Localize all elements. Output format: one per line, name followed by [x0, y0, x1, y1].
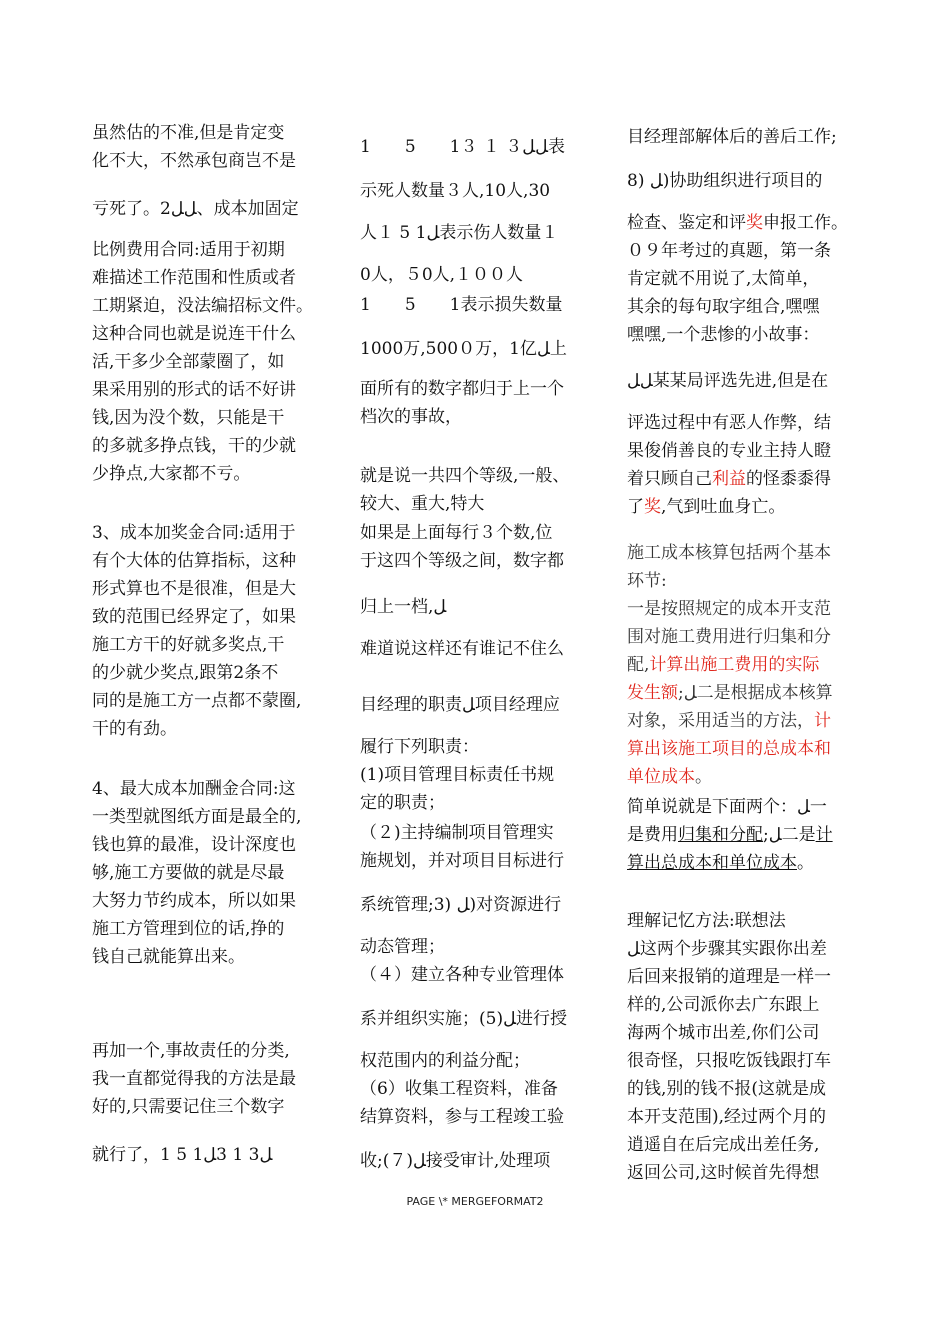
text-line: 活,干多少全部蒙圈了，如: [92, 352, 285, 372]
text-line: 致的范围已经界定了，如果: [92, 607, 296, 627]
text-line: 就是说一共四个等级,一般、: [360, 466, 570, 486]
text-line: 面所有的数字都归于上一个: [360, 379, 564, 399]
text-line: 归上一档,ﻞ: [360, 597, 447, 617]
text-line: (1)项目管理目标责任书规: [360, 765, 555, 785]
text-line: ﻞ这两个步骤其实跟你出差: [627, 939, 827, 959]
text-line: 目经理部解体后的善后工作;: [627, 127, 837, 147]
text-line: 钱自己就能算出来。: [92, 947, 245, 967]
text-line: 亏死了。2ﻞﻞ、成本加固定: [92, 199, 299, 219]
text-line: 目经理的职责ﻞ项目经理应: [360, 695, 560, 715]
text-line: 3、成本加奖金合同:适用于: [92, 523, 296, 543]
text-line: 同的是施工方一点都不蒙圈,: [92, 691, 302, 711]
text-line: 工期紧迫，没法编招标文件。: [92, 296, 313, 316]
text-line: 逍遥自在后完成出差任务,: [627, 1135, 820, 1155]
text-line: 围对施工费用进行归集和分: [627, 627, 831, 647]
text-line: 够,施工方要做的就是尽最: [92, 863, 285, 883]
text-line: ﻞﻞ某某局评选先进,但是在: [627, 371, 829, 391]
text-line: 肯定就不用说了,太简单，: [627, 269, 820, 289]
text-line: 难描述工作范围和性质或者: [92, 268, 296, 288]
text-line: 干的有劲。: [92, 719, 177, 739]
text-line: 形式算也不是很准，但是大: [92, 579, 296, 599]
text-line: （6）收集工程资料，准备: [360, 1079, 558, 1099]
text-line: 结算资料，参与工程竣工验: [360, 1107, 564, 1127]
text-line: 这种合同也就是说连干什么: [92, 324, 296, 344]
text-line: 着只顾自己利益的怪黍黍得: [627, 469, 831, 489]
text-line: 虽然估的不准,但是肯定变: [92, 123, 285, 143]
text-line: （４）建立各种专业管理体: [360, 965, 564, 985]
text-line: 少挣点,大家都不亏。: [92, 464, 251, 484]
text-line: 大努力节约成本，所以如果: [92, 891, 296, 911]
text-line: 配,计算出施工费用的实际: [627, 655, 820, 675]
text-line: 钱,因为没个数，只能是干: [92, 408, 285, 428]
text-line: 1000万,500０万，1亿ﻞ上: [360, 339, 567, 359]
text-line: 了奖,气到吐血身亡。: [627, 497, 786, 517]
text-line: 算出总成本和单位成本。: [627, 853, 814, 873]
text-line: 算出该施工项目的总成本和: [627, 739, 831, 759]
text-line: 收;(７)ﻞ接受审计,处理项: [360, 1151, 551, 1171]
text-line: 我一直都觉得我的方法是最: [92, 1069, 296, 1089]
text-line: 果采用别的形式的话不好讲: [92, 380, 296, 400]
text-line: 单位成本。: [627, 767, 712, 787]
text-line: 8) ﻞ)协助组织进行项目的: [627, 171, 823, 191]
text-line: 简单说就是下面两个：ﻞ一: [627, 797, 827, 817]
text-line: 检查、鉴定和评奖申报工作。: [627, 213, 848, 233]
text-line: 比例费用合同:适用于初期: [92, 240, 285, 260]
text-line: 施规划，并对项目目标进行: [360, 851, 564, 871]
text-line: 本开支范围),经过两个月的: [627, 1107, 827, 1127]
text-line: 的钱,别的钱不报(这就是成: [627, 1079, 827, 1099]
text-line: ０９年考过的真题，第一条: [627, 241, 831, 261]
text-line: 返回公司,这时候首先得想: [627, 1163, 820, 1183]
text-line: 1 5 1３ １ ３ﻞﻞ表: [360, 137, 566, 157]
text-line: 示死人数量３人,10人,30: [360, 181, 551, 201]
text-line: 理解记忆方法:联想法: [627, 911, 786, 931]
text-line: 就行了，1 5 1ﻞ3 1 3ﻞ: [92, 1145, 273, 1165]
text-line: 施工方管理到位的话,挣的: [92, 919, 285, 939]
text-line: 4、最大成本加酬金合同:这: [92, 779, 296, 799]
text-line: 再加一个,事故责任的分类,: [92, 1041, 290, 1061]
text-line: 是费用归集和分配;ﻞ二是计: [627, 825, 833, 845]
text-line: 难道说这样还有谁记不住么: [360, 639, 564, 659]
text-line: 好的,只需要记住三个数字: [92, 1097, 285, 1117]
text-line: 于这四个等级之间，数字都: [360, 551, 564, 571]
text-line: 系统管理;3) ﻞ)对资源进行: [360, 895, 562, 915]
text-line: 后回来报销的道理是一样一: [627, 967, 831, 987]
text-line: 发生额;ﻞ二是根据成本核算: [627, 683, 833, 703]
text-line: 评选过程中有恶人作弊，结: [627, 413, 831, 433]
text-line: 其余的每句取字组合,嘿嘿: [627, 297, 820, 317]
text-line: 有个大体的估算指标，这种: [92, 551, 296, 571]
text-line: 档次的事故，: [360, 407, 462, 427]
text-line: 施工成本核算包括两个基本: [627, 543, 831, 563]
text-line: 0人，５0人,１００人: [360, 265, 524, 285]
text-line: 对象，采用适当的方法，计: [627, 711, 831, 731]
text-line: 化不大，不然承包商岂不是: [92, 151, 296, 171]
page-footer: PAGE \* MERGEFORMAT2: [406, 1195, 544, 1208]
text-line: 履行下列职责：: [360, 737, 479, 757]
text-line: 果俊俏善良的专业主持人瞪: [627, 441, 831, 461]
text-line: 嘿嘿,一个悲惨的小故事：: [627, 325, 820, 345]
text-line: 海两个城市出差,你们公司: [627, 1023, 820, 1043]
text-line: 的少就少奖点,跟第2条不: [92, 663, 279, 683]
text-line: 系并组织实施；(5)ﻞ进行授: [360, 1009, 567, 1029]
text-line: 1 5 1表示损失数量: [360, 295, 563, 315]
text-line: 动态管理；: [360, 937, 445, 957]
text-line: 较大、重大,特大: [360, 494, 485, 514]
text-line: 环节:: [627, 571, 667, 591]
text-line: 如果是上面每行３个数,位: [360, 523, 553, 543]
text-line: 很奇怪，只报吃饭钱跟打车: [627, 1051, 831, 1071]
text-line: （２)主持编制项目管理实: [360, 823, 554, 843]
text-line: 样的,公司派你去广东跟上: [627, 995, 820, 1015]
text-line: 施工方干的好就多奖点,干: [92, 635, 285, 655]
text-line: 定的职责；: [360, 793, 445, 813]
text-line: 钱也算的最准，设计深度也: [92, 835, 296, 855]
text-line: 的多就多挣点钱，干的少就: [92, 436, 296, 456]
text-line: 一是按照规定的成本开支范: [627, 599, 831, 619]
text-line: 权范围内的利益分配；: [360, 1051, 530, 1071]
text-line: 一类型就图纸方面是最全的,: [92, 807, 302, 827]
text-line: 人１ 5 1ﻞ表示伤人数量１: [360, 223, 559, 243]
